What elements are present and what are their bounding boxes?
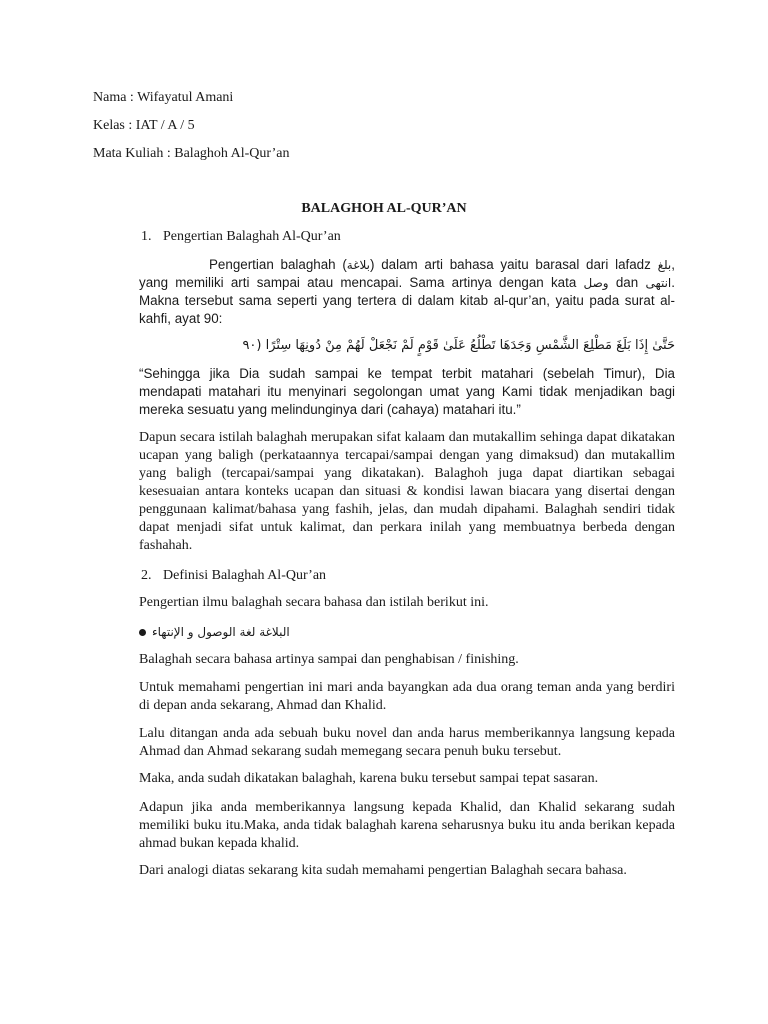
section-2-number: 2. bbox=[141, 568, 152, 583]
section-1-paragraph-definition: Pengertian balaghah (بلاغة) dalam arti bahasa yaitu barasal dari lafadz بلغ, yang memiliki arti sampai atau mencapai. Sama artinya dengan kata وصل dan انتهى. Makna tersebut sama seperti yang tertera di dalam kitab al-qur’an, yaitu pada surat al-kahfi, ayat 90: bbox=[139, 257, 675, 326]
arabic-balaghah: بلاغة bbox=[346, 258, 371, 272]
paragraph-kesimpulan: Dari analogi diatas sekarang kita sudah memahami pengertian Balaghah secara bahasa. bbox=[139, 863, 627, 878]
section-1-heading bbox=[141, 228, 341, 246]
section-2-intro: Pengertian ilmu balaghah secara bahasa dan istilah berikut ini. bbox=[139, 595, 489, 610]
arabic-washala: وصل bbox=[583, 276, 609, 290]
paragraph-bahasa: Balaghah secara bahasa artinya sampai dan penghabisan / finishing. bbox=[139, 652, 519, 667]
arabic-intaha: انتهى bbox=[645, 276, 672, 290]
paragraph-analogi-2: Lalu ditangan anda ada sebuah buku novel dan anda harus memberikannya langsung kepada Ahmad dan Ahmad sekarang sudah memegang secara penuh buku tersebut. bbox=[139, 726, 675, 759]
student-name: Nama : Wifayatul Amani bbox=[93, 90, 234, 105]
verse-translation: “Sehingga jika Dia sudah sampai ke tempat terbit matahari (sebelah Timur), Dia mendapati matahari itu menyinari segolongan umat yang Kami tidak menjadikan bagi mereka sesuatu yang melindunginya dari (cahaya) matahari itu.” bbox=[139, 366, 675, 417]
student-class: Kelas : IAT / A / 5 bbox=[93, 118, 195, 133]
section-1-title: Pengertian Balaghah Al-Qur’an bbox=[163, 229, 341, 244]
paragraph-analogi-3: Maka, anda sudah dikatakan balaghah, karena buku tersebut sampai tepat sasaran. bbox=[139, 771, 599, 786]
section-1-paragraph-istilah: Dapun secara istilah balaghah merupakan sifat kalaam dan mutakallim sehinga dapat dikatakan ucapan yang baligh (perkataannya tercapai/sampai dengan yang dimaksud) dan mutakallim yang baligh (tercapai/sampai yang dikatakan). Balaghoh juga dapat diartikan sebagai kesesuaian antara konteks ucapan dan situasi & kondisi lawan biacara yang disertai dengan penggunaan kalimat/bahasa yang fashih, jelas, dan mudah dipahami. Balaghah sendiri tidak dapat menjadi sifat untuk kalimat, dan perkara inilah yang membuatnya berbeda dengan fashahah. bbox=[139, 430, 675, 553]
bullet-arabic-definition bbox=[139, 623, 290, 641]
bullet-dot-icon bbox=[139, 629, 146, 636]
section-2-heading bbox=[141, 567, 326, 585]
section-1-number: 1. bbox=[141, 229, 152, 244]
arabic-balagha: بلغ bbox=[657, 258, 672, 272]
quran-verse-al-kahfi-90: حَتَّىٰ إِذَا بَلَغَ مَطْلِعَ الشَّمْسِ وَجَدَهَا تَطْلُعُ عَلَىٰ قَوْمٍ لَمْ نَجْعَلْ لَهُمْ مِنْ دُونِهَا سِتْرًا (٩٠ bbox=[242, 338, 675, 353]
paragraph-analogi-4: Adapun jika anda memberikannya langsung kepada Khalid, dan Khalid sekarang sudah memiliki buku itu.Maka, anda tidak balaghah karena seharusnya buku itu anda berikan kepada ahmad bukan kepada khalid. bbox=[139, 800, 675, 851]
course-name: Mata Kuliah : Balaghoh Al-Qur’an bbox=[93, 146, 290, 161]
section-2-title: Definisi Balaghah Al-Qur’an bbox=[163, 568, 327, 583]
arabic-definition: البلاغة لغة الوصول و الإنتهاء bbox=[152, 625, 290, 639]
paragraph-analogi-1: Untuk memahami pengertian ini mari anda bayangkan ada dua orang teman anda yang berdiri di depan anda sekarang, Ahmad dan Khalid. bbox=[139, 680, 675, 713]
document-title: BALAGHOH AL-QUR’AN bbox=[301, 201, 467, 216]
